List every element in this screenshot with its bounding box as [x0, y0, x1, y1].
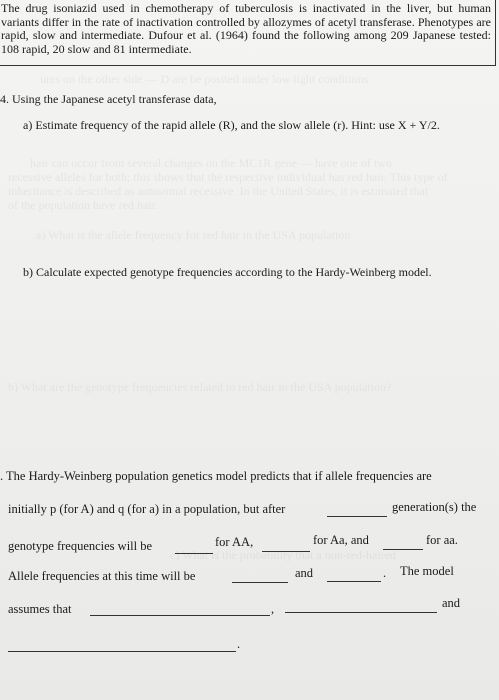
bleed-through-text: recessive alleles for both; this shows that the respective individual has red hair. This type of	[8, 170, 448, 184]
bleed-through-text: b) What are the genotype frequencies related to red hair in the USA population?	[8, 380, 392, 394]
blank-aa-hetero[interactable]	[262, 551, 310, 552]
bleed-through-text: a) What is the allele frequency for red hair in the USA population	[36, 228, 351, 242]
question-4-title: 4. Using the Japanese acetyl transferase data,	[0, 92, 217, 106]
blank-allele-freq-1[interactable]	[232, 582, 288, 583]
question-5-line-5a: assumes that	[8, 602, 72, 616]
question-4b: b) Calculate expected genotype frequencies according to the Hardy-Weinberg model.	[23, 265, 432, 279]
blank-assumption-3[interactable]	[8, 651, 236, 652]
blank-aa-dominant[interactable]	[175, 553, 213, 554]
bleed-through-text: hair can occur from several changes on the MC1R gene — have one of two	[30, 156, 392, 170]
question-5-line-6: .	[237, 637, 241, 651]
question-5-line-2a: initially p (for A) and q (for a) in a population, but after	[8, 502, 286, 516]
blank-assumption-2[interactable]	[285, 612, 437, 613]
blank-generations[interactable]	[327, 516, 387, 517]
question-5-line-4b: and	[295, 566, 314, 580]
bleed-through-text: inheritance is described as autosomal recessive. In the United States, it is estimated that	[8, 184, 429, 198]
blank-assumption-1[interactable]	[90, 615, 270, 616]
blank-aa-recessive[interactable]	[383, 549, 423, 550]
question-5-line-3b: for AA,	[215, 535, 254, 549]
question-5-line-4d: The model	[400, 564, 454, 578]
bleed-through-text: ures on the other side — D are be posited under low light conditions	[40, 72, 369, 86]
bleed-through-text: c) What is the probability that a non-red-haired	[170, 548, 397, 562]
question-5-line-4c: .	[383, 566, 387, 580]
intro-text: The drug isoniazid used in chemotherapy of tuberculosis is inactivated in the liver, but human variants differ in the rate of inactivation controlled by allozymes of acetyl transferase. Phenotypes are rapid, slow and intermediate. Dufour et al. (1964) found the following among 209 Japanese tested: 108 rapid, 20 slow and 81 intermediate.	[1, 1, 491, 56]
question-5-line-3c: for Aa, and	[313, 533, 369, 547]
intro-paragraph	[0, 0, 496, 66]
question-5-line-3a: genotype frequencies will be	[8, 539, 153, 553]
question-5-line-3d: for aa.	[426, 533, 458, 547]
bleed-through-text: of the population have red hair.	[8, 198, 158, 212]
question-5-line-1: . The Hardy-Weinberg population genetics model predicts that if allele frequencies are	[0, 469, 432, 483]
question-5-line-5c: and	[442, 596, 461, 610]
question-5-line-5b: ,	[271, 602, 275, 616]
question-5-line-4a: Allele frequencies at this time will be	[8, 569, 196, 583]
question-5-line-2b: generation(s) the	[392, 500, 477, 514]
question-4a: a) Estimate frequency of the rapid allele (R), and the slow allele (r). Hint: use X + Y/2.	[23, 118, 440, 132]
blank-allele-freq-2[interactable]	[327, 581, 381, 582]
